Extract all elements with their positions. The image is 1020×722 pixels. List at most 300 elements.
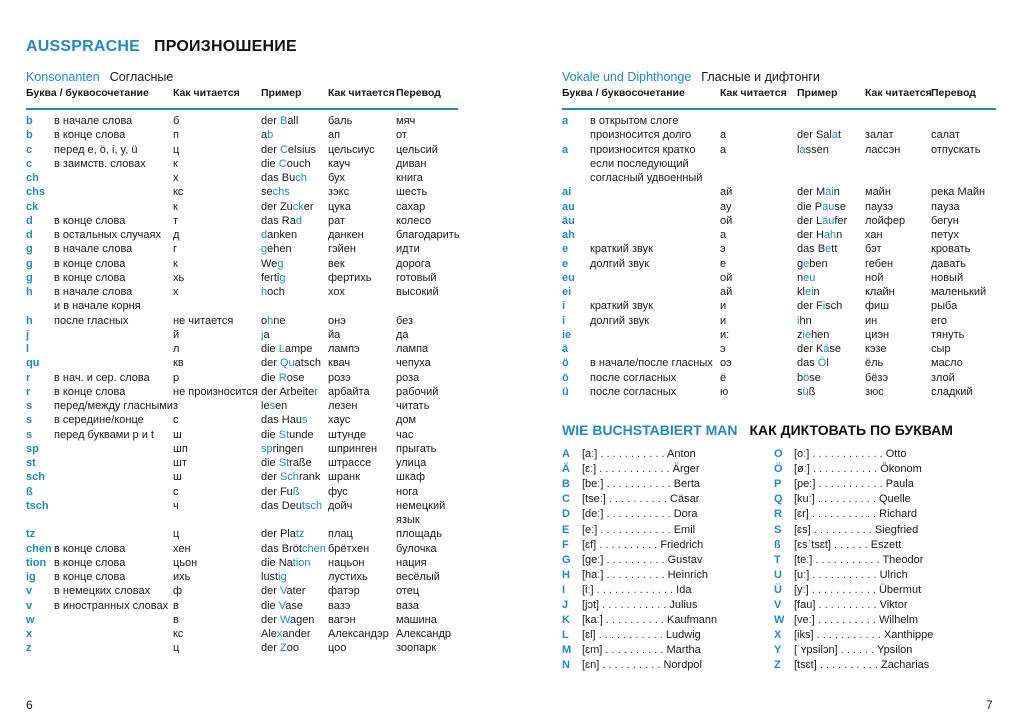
row-reading: ш [173,428,182,441]
example-prefix: der Arbeite [261,385,315,398]
row-reading: ау [720,200,732,213]
example-suffix: a [263,328,270,341]
spelling-entry [582,553,702,568]
example-highlight: ck [292,200,304,213]
dot-leader: . . . . . . . . . . [599,659,664,672]
table-row [26,157,486,171]
example-prefix: der [261,642,280,655]
dot-leader: . . . . . . . . . . . [809,568,880,581]
table-row [26,356,486,370]
row-transcription: йа [328,328,341,341]
row-translation: петух [931,229,959,241]
spelling-entry [794,583,921,598]
row-description: в конце слова [54,257,126,270]
row-description: в открытом слоге [590,115,679,127]
row-letter: s [26,428,33,441]
example-suffix: rank [298,471,321,484]
spelling-entry [794,477,914,492]
row-reading: з [173,400,179,412]
row-reading: г [173,243,178,256]
example-highlight: B [279,115,288,127]
row-letter: d [26,229,33,241]
row-transcription: лезен [328,400,358,412]
row-translation: отпускать [931,143,981,156]
row-letter: au [562,200,575,213]
table-row [26,570,486,584]
row-translation: Александр [396,628,452,640]
example-prefix: b [797,371,804,384]
spelling-item [774,598,974,613]
row-translation: нога [396,485,419,498]
row-translation: его [931,314,948,327]
row-example [797,328,829,342]
spelling-entry [794,628,933,643]
row-example [261,257,283,271]
row-example [797,285,820,299]
spelling-ipa: [ɛr] [794,508,809,521]
row-translation: роза [396,371,420,384]
row-description: в начале слова [54,243,133,256]
spelling-ipa: [haː] [582,568,604,581]
table-row [562,271,1020,285]
row-example [797,143,829,157]
row-translation: шкаф [396,471,426,484]
row-translation: ваза [396,599,419,612]
row-description: в остальных случаях [54,229,161,241]
row-transcription: цоо [328,642,347,655]
spelling-letter: I [562,583,566,596]
spelling-letter: H [562,568,570,581]
example-prefix: die [261,599,279,612]
spelling-entry [582,598,698,613]
spelling-item [774,568,974,583]
table-row [562,114,1020,128]
spelling-word: Richard [879,508,918,521]
vowels-heading-russian: Гласные и дифтонги [701,70,820,84]
row-example [261,599,303,613]
example-highlight: ä [823,343,830,355]
spelling-item [774,628,974,643]
row-transcription: Александэр [328,628,389,640]
row-example [261,214,302,228]
dot-leader: . . . . . . . . . . [814,493,879,506]
row-example [261,556,311,570]
row-transcription: ёль [865,357,884,370]
spelling-ipa: [oː] [794,448,810,460]
row-reading: ай [720,286,733,298]
example-prefix: die [261,457,279,469]
row-translation: весёлый [396,571,440,583]
spelling-entry [794,447,907,462]
row-example [261,143,316,157]
spelling-letter: W [774,614,785,627]
example-prefix: der Pla [261,528,296,541]
spelling-item [562,583,762,598]
spelling-item [774,643,974,658]
row-transcription: фиш [865,300,890,313]
row-description: долгий звук [590,257,650,270]
row-reading: э [720,243,726,256]
example-prefix: le [261,400,270,412]
row-letter: ü [562,385,569,398]
spelling-word: Nordpol [663,659,702,672]
example-highlight: g [261,243,268,256]
spelling-ipa: [teː] [794,553,813,566]
spelling-ipa: [aː] [582,448,598,460]
spelling-letter: Z [774,659,781,672]
row-translation: без [396,314,414,327]
table-row [562,371,1020,385]
spelling-item [774,658,974,673]
table-row [26,428,486,442]
row-reading: оэ [720,357,732,370]
row-translation: зоопарк [396,642,437,655]
row-transcription: квач [328,357,351,370]
spelling-heading-german: WIE BUCHSTABIERT MAN [562,422,738,438]
row-translation: готовый [396,271,437,284]
spelling-entry [794,538,901,553]
example-suffix: fer [834,214,848,227]
spelling-entry [582,643,701,658]
spelling-letter: D [562,508,570,521]
row-description: в конце слова [54,542,126,555]
example-prefix: der [261,357,280,370]
example-suffix: se [834,200,846,213]
row-reading: ш [173,471,182,484]
table-row [562,328,1020,342]
spelling-ipa: [tsɛt] [794,659,817,672]
spelling-entry [794,553,923,568]
row-example [797,271,815,285]
table-row [26,627,486,641]
row-description: в заимств. словах [54,157,146,170]
row-letter: ö [562,357,569,370]
spelling-letter: S [774,523,782,536]
row-transcription: бёзэ [865,371,889,384]
row-letter: v [26,599,33,612]
row-example [261,399,287,413]
row-description: в середине/конце [54,414,144,427]
table-row [562,342,1020,356]
row-transcription: циэн [865,328,890,341]
table-row [26,214,486,228]
example-suffix: hen [811,328,830,341]
spelling-word: Cäsar [670,493,700,506]
spelling-entry [794,492,911,507]
table-row [26,171,486,185]
row-letter: chen [26,542,52,555]
spelling-entry [794,613,918,628]
spelling-ipa: [ɛl] [582,629,596,642]
row-translation: цельсий [396,143,438,156]
dot-leader: . . . . . . . . . . . [808,508,880,521]
row-translation: чепуха [396,357,431,370]
spelling-word: Ludwig [665,629,701,642]
row-letter: ck [26,200,39,213]
example-suffix: och [267,286,285,298]
example-prefix: das Ra [261,214,296,227]
example-prefix: der M [797,186,826,199]
dot-leader: . . . . . . . . . . . [595,629,666,642]
row-translation: читать [396,400,430,412]
spelling-item [562,507,762,522]
row-reading: цьон [173,556,198,569]
spelling-letter: T [774,553,781,566]
row-translation: машина [396,613,437,626]
row-example [797,342,841,356]
spelling-ipa: [jɔt] [582,599,600,611]
row-reading: к [173,257,178,270]
example-highlight: tz [295,528,305,541]
row-reading: а [720,229,727,241]
row-reading: а [720,143,727,156]
example-prefix: s [797,385,803,398]
row-reading: э [720,343,726,355]
row-transcription: зэкс [328,186,350,199]
example-suffix: ose [286,371,305,384]
row-translation: сыр [931,343,951,355]
row-translation: нация [396,556,427,569]
row-example [261,157,311,171]
row-letter: ei [562,286,572,298]
example-suffix: ouch [286,157,311,170]
row-description: произносится кратко [590,143,696,156]
row-letter: b [26,129,33,142]
row-example [261,570,287,584]
row-transcription: штрассе [328,457,372,469]
row-letter: ai [562,186,572,199]
spelling-letter: Ö [774,463,783,476]
row-reading: е [720,257,727,270]
table-row [26,385,486,399]
row-transcription: вазэ [328,599,351,612]
row-translation: немецкий [396,499,446,512]
spelling-entry [794,643,912,658]
row-example [261,385,318,399]
row-example [261,428,314,442]
row-example [261,285,285,299]
row-transcription: брётхен [328,542,370,555]
spelling-entry [794,507,917,522]
row-translation: пауза [931,200,960,213]
row-description: в конце слова [54,571,126,583]
row-letter: ig [26,571,36,583]
example-highlight: tion [292,556,311,569]
table-row [26,285,486,299]
spelling-word: Wilhelm [878,614,919,627]
row-transcription: хаус [328,414,351,427]
table-row [562,171,1020,185]
row-transcription: зюс [865,385,884,398]
vowels-heading [562,70,820,84]
example-highlight: b [267,129,274,142]
spelling-word: Gustav [667,553,703,566]
example-highlight: g [279,271,286,284]
row-translation: сахар [396,200,426,213]
row-transcription: баль [328,115,353,127]
row-reading: ф [173,585,183,598]
row-example [261,171,307,185]
row-example [261,470,320,484]
row-example [797,200,846,214]
row-letter: ah [562,229,575,241]
spelling-ipa: [veː] [794,614,815,627]
row-translation: благодарить [396,229,460,241]
example-suffix: anken [267,229,298,241]
spelling-entry [794,523,918,538]
table-row [562,128,1020,142]
example-suffix: agen [289,613,315,626]
dot-leader: . . . . . . . . . . [596,538,661,551]
row-transcription: гэйен [328,243,356,256]
col-header-translation: Перевод [931,87,976,99]
spelling-item [562,538,762,553]
row-reading: ой [720,214,733,227]
row-transcription: залат [865,129,894,142]
row-transcription: паузэ [865,200,894,213]
spelling-entry [582,462,700,477]
row-transcription: шранк [328,471,360,484]
example-prefix: der Sal [797,129,832,142]
example-suffix: oo [286,642,299,655]
row-reading: и [720,314,727,327]
row-reading: хен [173,542,191,555]
row-letter: tion [26,556,47,569]
table-row [562,385,1020,399]
header-divider [26,108,458,110]
right-page [510,0,1020,722]
row-transcription: шпринген [328,442,378,455]
row-example [797,214,847,228]
spelling-ipa: [tseː] [582,493,606,506]
row-letter: ß [26,485,33,498]
spelling-letter: F [562,538,569,551]
row-example [261,413,307,427]
row-reading: в [173,613,179,626]
example-prefix: kl [797,286,805,298]
example-highlight: Sch [279,471,299,484]
row-letter: tsch [26,499,49,512]
example-highlight: Ö [817,357,827,370]
example-highlight: V [279,585,287,598]
example-prefix: Ale [261,628,277,640]
row-translation: шесть [396,186,428,199]
row-translation: дорога [396,257,431,270]
example-highlight: d [261,229,268,241]
row-description: краткий звук [590,243,653,256]
spelling-heading-russian: КАК ДИКТОВАТЬ ПО БУКВАМ [749,422,953,438]
row-example [797,356,829,370]
col-header-example: Пример [261,87,302,99]
table-row [26,314,486,328]
col-header-letter: Буква / буквосочетание [562,87,685,99]
row-letter: äu [562,214,575,227]
spelling-entry [582,507,698,522]
dot-leader: . . . . . . . . . . . [597,448,667,460]
example-prefix: das Bu [261,172,296,184]
spelling-item [562,643,762,658]
row-letter: ie [562,328,572,341]
example-highlight: i [822,300,826,313]
spelling-item [774,507,974,522]
table-row [562,356,1020,370]
table-row [26,413,486,427]
row-transcription: бух [328,172,346,184]
row-translation: час [396,428,414,441]
spelling-item [562,658,762,673]
table-row [26,470,486,484]
spelling-word: Emil [673,523,696,536]
spelling-letter: C [562,493,570,506]
spelling-word: Otto [885,448,907,460]
example-suffix: tt [831,243,838,256]
row-reading: б [173,115,180,127]
dot-leader: . . . . . . . . . . . [808,583,879,596]
row-transcription: лассэн [865,143,901,156]
spelling-ipa: [beː] [582,478,604,491]
table-row [562,242,1020,256]
dot-leader: . . . . . . . . . . [602,644,667,657]
row-translation: книга [396,172,423,184]
row-reading: й [173,328,180,341]
dot-leader: . . . . . . [837,644,878,657]
example-highlight: C [278,157,287,170]
row-translation: отец [396,585,420,598]
dot-leader: . . . . . . . . . . . [813,629,884,642]
row-example [261,542,326,556]
row-description: в конце слова [54,129,126,142]
row-reading: ц [173,528,180,541]
table-row [26,499,486,513]
table-row [26,228,486,242]
spelling-ipa: [ɛm] [582,644,603,657]
row-letter: ä [562,343,569,355]
row-transcription: нацьон [328,556,365,569]
row-reading: с [173,414,179,427]
spelling-item [562,613,762,628]
example-suffix: se [829,343,842,355]
spelling-letter: G [562,553,571,566]
spelling-word: Übermut [878,583,922,596]
spelling-word: Friedrich [660,538,704,551]
spelling-entry [794,462,922,477]
table-row [26,556,486,570]
example-highlight: ch [295,172,307,184]
row-reading: кс [173,186,184,199]
example-suffix: ander [282,628,311,640]
row-transcription: ной [865,271,884,284]
spelling-letter: K [562,614,570,627]
example-highlight: R [278,371,287,384]
row-reading: ихь [173,571,191,583]
row-letter: c [26,143,33,156]
row-transcription: онэ [328,314,346,327]
row-translation: высокий [396,286,439,298]
row-example [261,456,312,470]
row-reading: ч [173,499,179,512]
spelling-word: Kaufmann [666,614,718,627]
example-suffix: n [833,186,840,199]
example-prefix: das Hau [261,414,302,427]
example-highlight: a [831,129,838,142]
example-highlight: r [314,385,318,398]
spelling-entry [582,538,703,553]
spelling-item [774,523,974,538]
table-row [26,342,486,356]
spelling-letter: J [562,599,569,611]
dot-leader: . . . . . . . . . . . [603,478,674,491]
example-suffix: ne [273,314,286,327]
